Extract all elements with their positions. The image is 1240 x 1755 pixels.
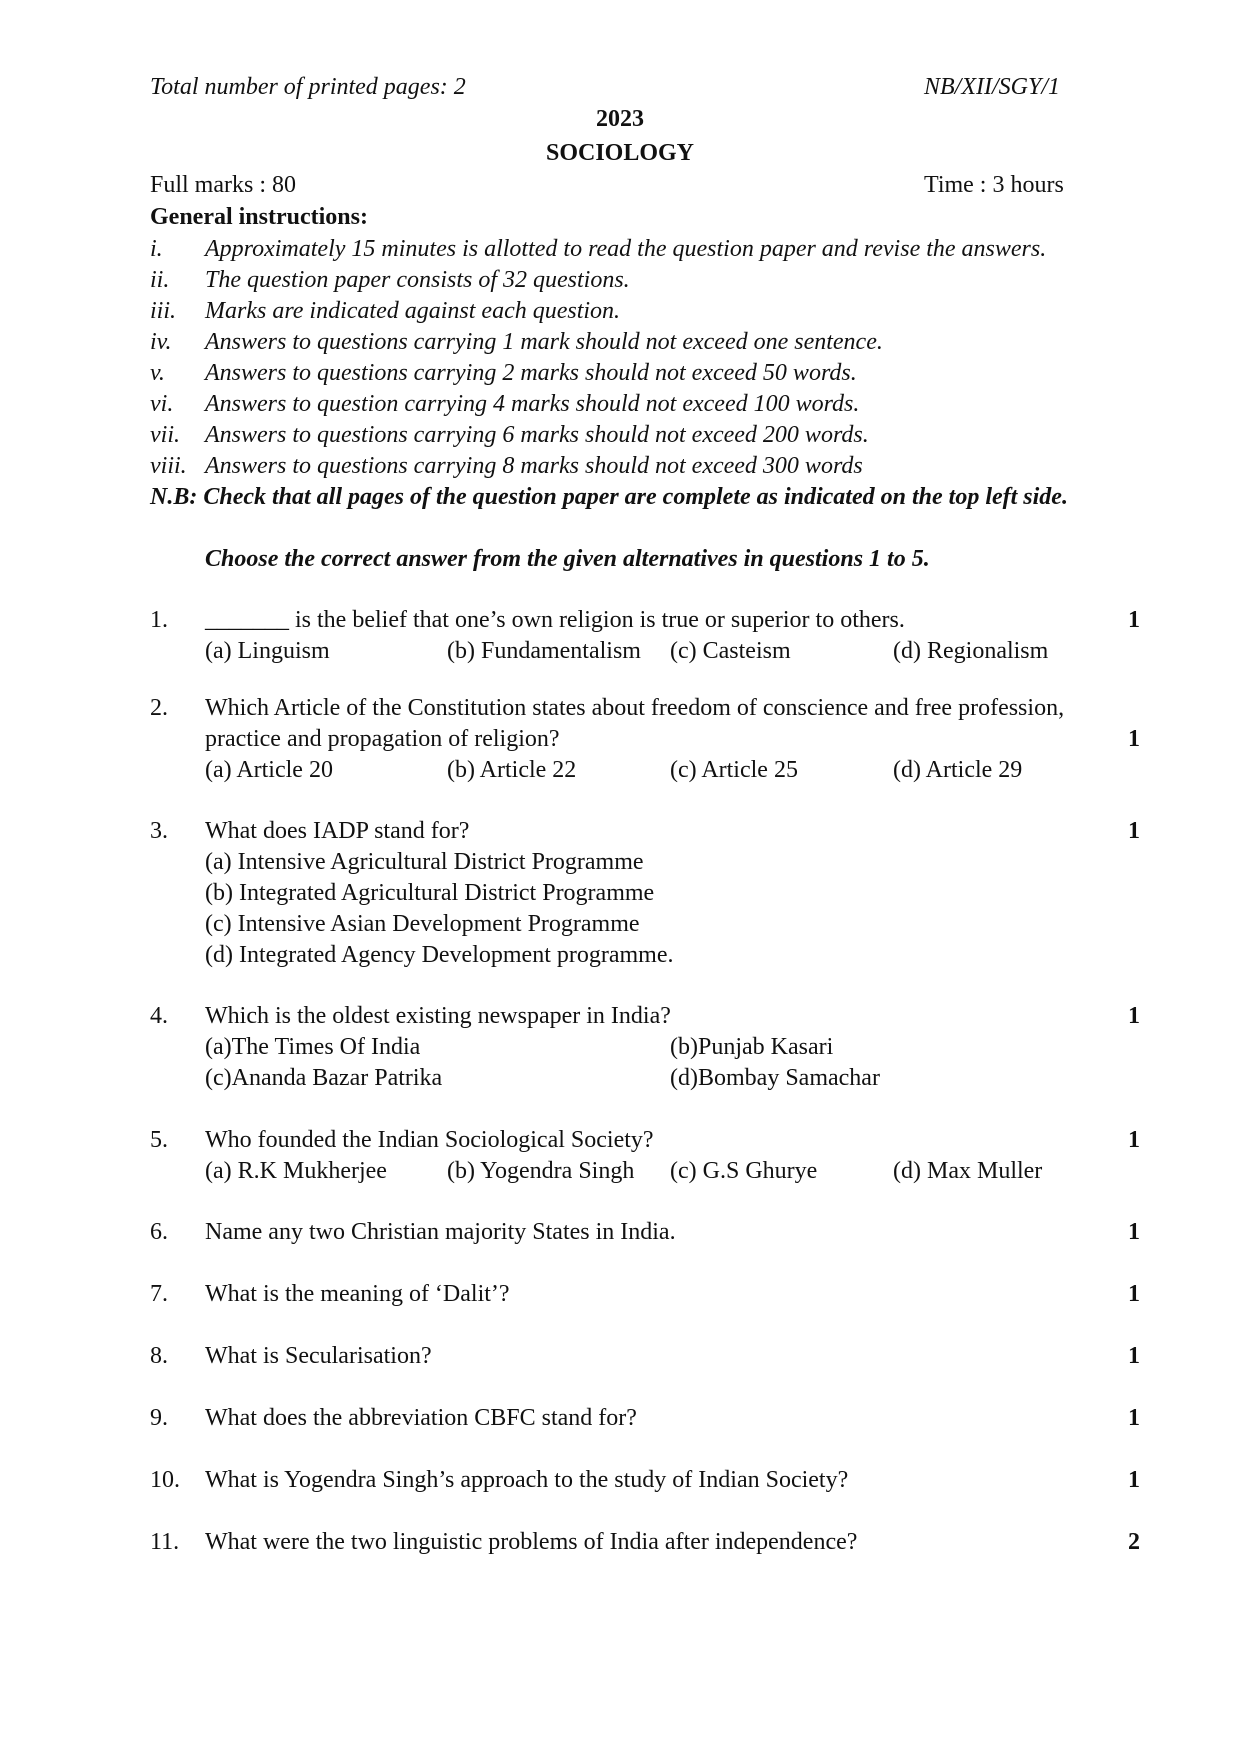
question-text: What does IADP stand for? bbox=[205, 818, 470, 844]
option-b: (b)Punjab Kasari bbox=[670, 1034, 834, 1060]
question-number: 8. bbox=[150, 1343, 168, 1369]
instruction-number: ii. bbox=[150, 267, 170, 293]
question-marks: 1 bbox=[1128, 1127, 1140, 1153]
question-text: What is the meaning of ‘Dalit’? bbox=[205, 1281, 510, 1307]
question-marks: 1 bbox=[1128, 1343, 1140, 1369]
question-text: What is Secularisation? bbox=[205, 1343, 432, 1369]
question-number: 6. bbox=[150, 1219, 168, 1245]
option-c: (c) Article 25 bbox=[670, 757, 798, 783]
instruction-text: Answers to questions carrying 6 marks should not exceed 200 words. bbox=[205, 422, 869, 448]
question-number: 10. bbox=[150, 1467, 180, 1493]
instruction-number: v. bbox=[150, 360, 165, 386]
instruction-number: viii. bbox=[150, 453, 187, 479]
instruction-text: Answers to questions carrying 8 marks should not exceed 300 words bbox=[205, 453, 863, 479]
question-text: What does the abbreviation CBFC stand for? bbox=[205, 1405, 637, 1431]
option-a: (a)The Times Of India bbox=[205, 1034, 421, 1060]
question-text: Name any two Christian majority States in India. bbox=[205, 1219, 676, 1245]
instruction-number: iii. bbox=[150, 298, 177, 324]
question-number: 5. bbox=[150, 1127, 168, 1153]
question-number: 11. bbox=[150, 1529, 180, 1555]
option-b: (b) Integrated Agricultural District Programme bbox=[205, 880, 655, 906]
question-text: Who founded the Indian Sociological Society? bbox=[205, 1127, 654, 1153]
time-allowed: Time : 3 hours bbox=[924, 172, 1064, 198]
question-marks: 1 bbox=[1128, 818, 1140, 844]
question-marks: 1 bbox=[1128, 1219, 1140, 1245]
question-text: Which Article of the Constitution states about freedom of conscience and free profession, bbox=[205, 695, 1065, 721]
option-d: (d) Max Muller bbox=[893, 1158, 1043, 1184]
question-marks: 1 bbox=[1128, 607, 1140, 633]
question-marks: 1 bbox=[1128, 726, 1140, 752]
option-a: (a) Intensive Agricultural District Programme bbox=[205, 849, 644, 875]
question-text: _______ is the belief that one’s own religion is true or superior to others. bbox=[205, 607, 905, 633]
question-number: 9. bbox=[150, 1405, 168, 1431]
instruction-number: i. bbox=[150, 236, 163, 262]
option-d: (d) Article 29 bbox=[893, 757, 1023, 783]
option-a: (a) Article 20 bbox=[205, 757, 333, 783]
option-c: (c) G.S Ghurye bbox=[670, 1158, 818, 1184]
question-marks: 1 bbox=[1128, 1405, 1140, 1431]
question-number: 7. bbox=[150, 1281, 168, 1307]
option-c: (c) Casteism bbox=[670, 638, 791, 664]
question-number: 3. bbox=[150, 818, 168, 844]
instruction-text: Answers to question carrying 4 marks should not exceed 100 words. bbox=[205, 391, 860, 417]
instruction-text: Answers to questions carrying 1 mark should not exceed one sentence. bbox=[205, 329, 883, 355]
question-text: What were the two linguistic problems of India after independence? bbox=[205, 1529, 858, 1555]
option-d: (d) Integrated Agency Development programme. bbox=[205, 942, 674, 968]
option-d: (d) Regionalism bbox=[893, 638, 1049, 664]
option-b: (b) Article 22 bbox=[447, 757, 577, 783]
option-d: (d)Bombay Samachar bbox=[670, 1065, 880, 1091]
page-title: SOCIOLOGY bbox=[545, 140, 695, 166]
question-marks: 1 bbox=[1128, 1467, 1140, 1493]
option-a: (a) Linguism bbox=[205, 638, 330, 664]
question-number: 4. bbox=[150, 1003, 168, 1029]
question-text-continued: practice and propagation of religion? bbox=[205, 726, 560, 752]
option-a: (a) R.K Mukherjee bbox=[205, 1158, 387, 1184]
option-b: (b) Fundamentalism bbox=[447, 638, 641, 664]
nb-note: N.B: Check that all pages of the question paper are complete as indicated on the top left side. bbox=[150, 484, 1068, 510]
question-text: What is Yogendra Singh’s approach to the study of Indian Society? bbox=[205, 1467, 849, 1493]
exam-year: 2023 bbox=[596, 106, 644, 132]
option-c: (c) Intensive Asian Development Programme bbox=[205, 911, 640, 937]
instruction-text: Marks are indicated against each question. bbox=[205, 298, 621, 324]
instruction-number: iv. bbox=[150, 329, 172, 355]
option-b: (b) Yogendra Singh bbox=[447, 1158, 635, 1184]
question-marks: 1 bbox=[1128, 1281, 1140, 1307]
instruction-number: vi. bbox=[150, 391, 174, 417]
question-number: 1. bbox=[150, 607, 168, 633]
instruction-text: Approximately 15 minutes is allotted to read the question paper and revise the answers. bbox=[205, 236, 1047, 262]
section-note: Choose the correct answer from the given alternatives in questions 1 to 5. bbox=[205, 546, 930, 572]
instruction-text: The question paper consists of 32 questions. bbox=[205, 267, 630, 293]
question-marks: 1 bbox=[1128, 1003, 1140, 1029]
full-marks: Full marks : 80 bbox=[150, 172, 297, 198]
printed-pages-note: Total number of printed pages: 2 bbox=[150, 74, 466, 100]
question-marks: 2 bbox=[1128, 1529, 1140, 1555]
question-number: 2. bbox=[150, 695, 168, 721]
instructions-heading: General instructions: bbox=[150, 204, 368, 230]
question-text: Which is the oldest existing newspaper in India? bbox=[205, 1003, 671, 1029]
paper-code: NB/XII/SGY/1 bbox=[924, 74, 1060, 100]
option-c: (c)Ananda Bazar Patrika bbox=[205, 1065, 443, 1091]
instruction-text: Answers to questions carrying 2 marks should not exceed 50 words. bbox=[205, 360, 857, 386]
instruction-number: vii. bbox=[150, 422, 180, 448]
